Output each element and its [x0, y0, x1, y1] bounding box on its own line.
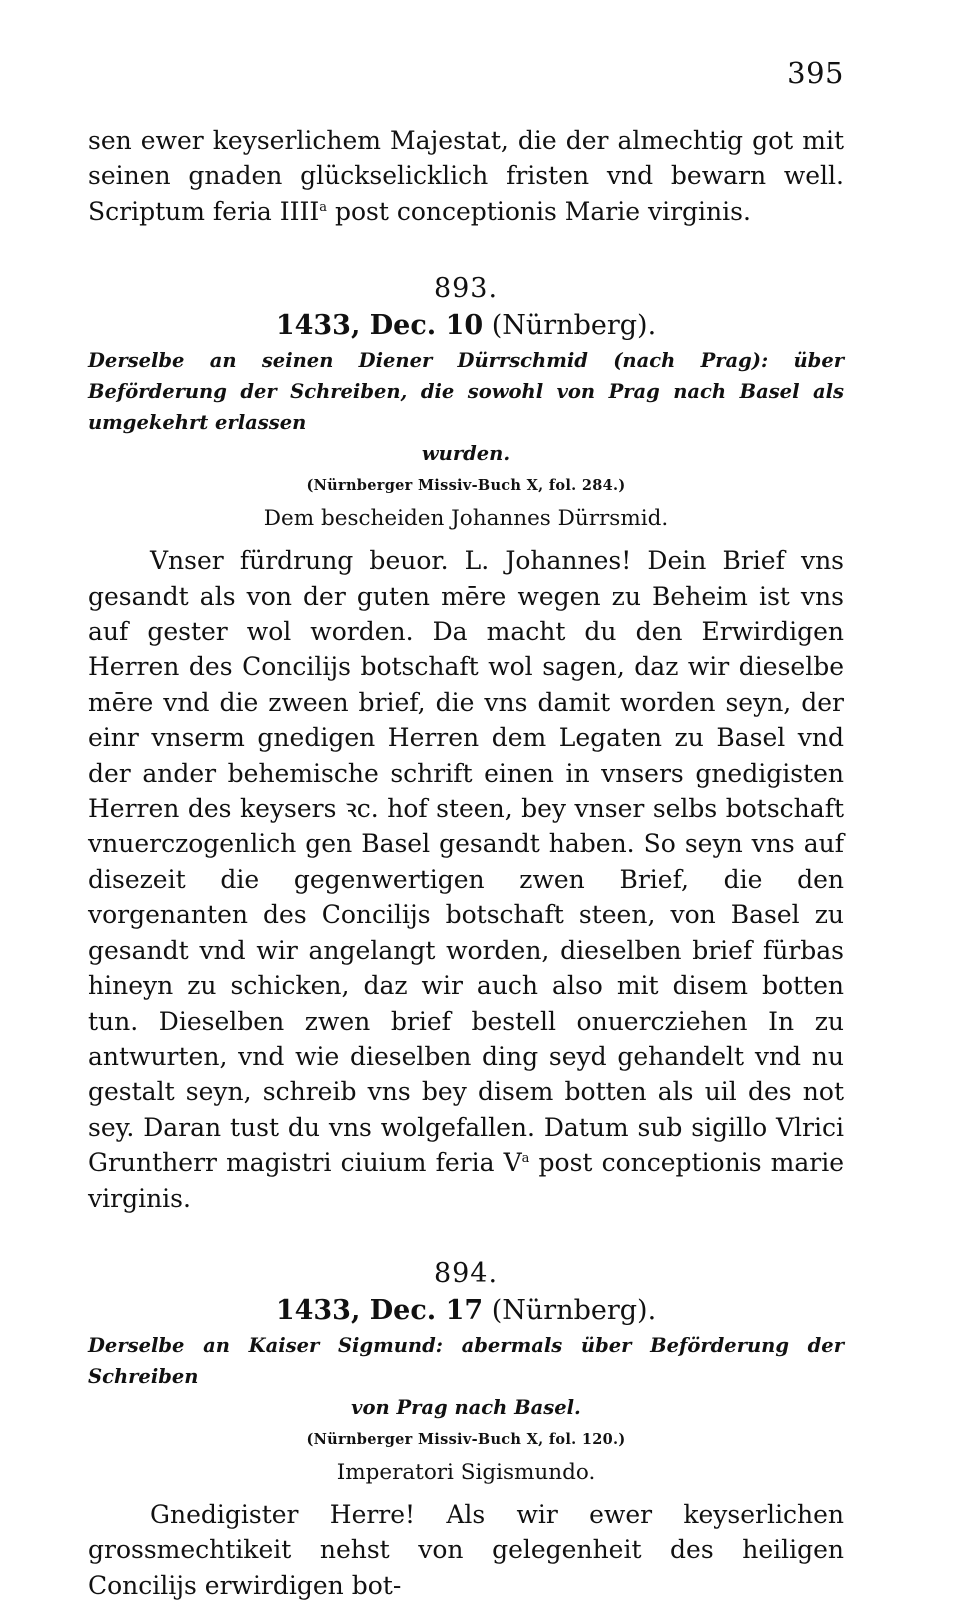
summary-tail: wurden. [421, 442, 511, 466]
source-reference: (Nürnberger Missiv-Buch X, fol. 120.) [306, 1430, 626, 1448]
document-893 [88, 273, 844, 1216]
letter-body [88, 1497, 844, 1603]
document-date [88, 310, 844, 341]
document-summary [88, 345, 844, 469]
document-894 [88, 1258, 844, 1603]
continuation-line-3a: feria IIII [212, 196, 320, 226]
letter-body-text: Gnedigister Herre! Als wir ewer keyserlichen grossmechtikeit nehst von gelegenheit des heiligen Concilijs erwirdigen bot- [88, 1499, 844, 1600]
address-line: Dem bescheiden Johannes Dürrsmid. [263, 506, 669, 532]
summary-main: Derselbe an seinen Diener Dürrschmid (nach Prag): über Beförderung der Schreiben, die sowohl von Prag nach Basel als umgekehrt erlassen [88, 349, 844, 435]
document-number: 894. [433, 1257, 499, 1289]
document-number: 893. [433, 273, 499, 305]
superscript-a: a [319, 199, 328, 215]
continuation-paragraph [88, 123, 844, 229]
summary-main: Derselbe an Kaiser Sigmund: abermals über Beförderung der Schreiben [88, 1333, 844, 1388]
source-reference: (Nürnberger Missiv-Buch X, fol. 284.) [306, 477, 626, 495]
letter-body-text: Vnser fürdrung beuor. L. Johannes! Dein Brief vns gesandt als von der guten mēre wegen zu Beheim ist vns auf gester wol worden. Da macht du den Erwirdigen Herren des Concilijs botschaft wol sagen, daz wir dieselbe mēre vnd die zween brief, die vns damit worden seyn, der einr vnserm gnedigen Herren dem Legaten zu Basel vnd der ander behemische schrift einen in vnsers gnedigisten Herren des keysers ꝛc. hof steen, bey vnser selbs botschaft vnuerczogenlich gen Basel gesandt haben. So seyn vns auf disezeit die gegenwertigen zwen Brief, die den vorgenanten des Concilijs botschaft steen, von Basel zu gesandt vnd wir angelangt worden, dieselben brief fürbas hineyn zu schicken, daz wir auch also mit disem botten tun. Dieselben zwen brief bestell onuercziehen In zu antwurten, vnd wie dieselben ding seyd gehandelt vnd nu gestalt seyn, schreib vns bey disem botten als uil des not sey. Daran tust du vns wolgefallen. Datum sub sigillo Vlrici Gruntherr magistri [88, 546, 844, 1178]
page-number: 395 [787, 56, 844, 90]
superscript-a: a [521, 1151, 530, 1167]
address-line: Imperatori Sigismundo. [336, 1459, 596, 1485]
document-summary [88, 1330, 844, 1423]
continuation-line-2: seinen gnaden glückselicklich fristen vnd bewarn well. Scriptum [88, 161, 844, 226]
letter-body-last-a: ciuium feria V [340, 1148, 522, 1178]
date-place: (Nürnberg). [483, 310, 657, 342]
letter-body [88, 543, 844, 1216]
date-place: (Nürnberg). [483, 1294, 657, 1326]
summary-tail: von Prag nach Basel. [351, 1395, 581, 1419]
continuation-line-3b: post conceptionis Marie virginis. [327, 196, 751, 226]
date-bold: 1433, Dec. 17 [275, 1294, 484, 1326]
document-page [88, 56, 844, 1603]
document-date [88, 1295, 844, 1326]
continuation-line-1: sen ewer keyserlichem Majestat, die der almechtig got mit [88, 126, 844, 155]
date-bold: 1433, Dec. 10 [275, 310, 484, 342]
letter-body-last-b: post conceptionis marie virginis. [88, 1148, 844, 1213]
